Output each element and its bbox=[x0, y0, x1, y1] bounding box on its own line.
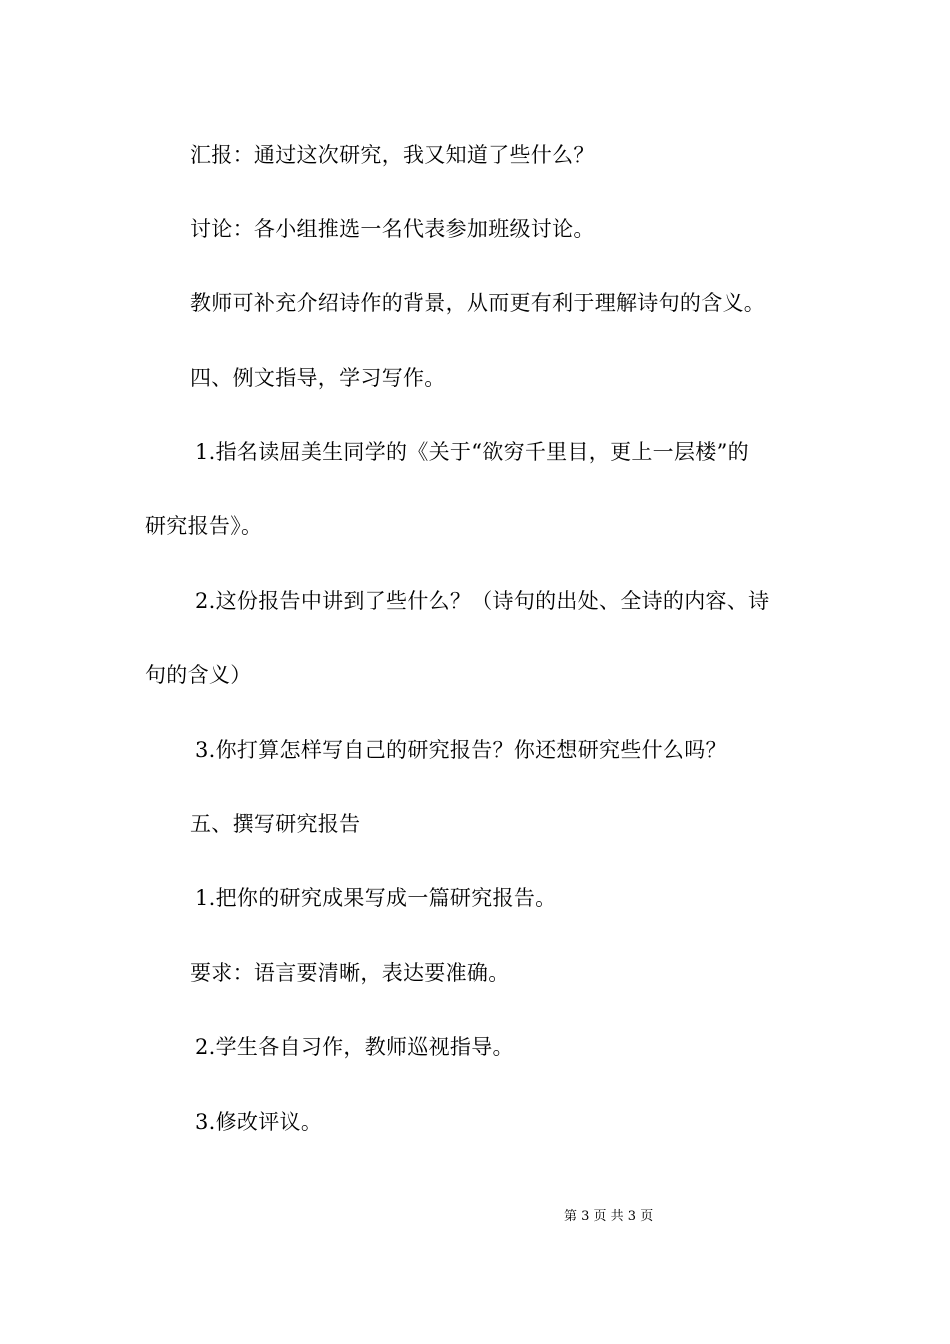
section-heading-five: 五、撰写研究报告 bbox=[190, 812, 361, 836]
paragraph-requirements: 要求：语言要清晰，表达要准确。 bbox=[190, 961, 510, 985]
list-item-writing-3: 3.修改评议。 bbox=[195, 1110, 323, 1134]
list-item-writing-1: 1.把你的研究成果写成一篇研究报告。 bbox=[195, 886, 557, 910]
paragraph-teacher-note: 教师可补充介绍诗作的背景，从而更有利于理解诗句的含义。 bbox=[190, 291, 766, 315]
list-item-1-line1: 1.指名读屈美生同学的《关于“欲穷千里目，更上一层楼”的 bbox=[195, 440, 749, 464]
list-item-3: 3.你打算怎样写自己的研究报告？你还想研究些什么吗？ bbox=[195, 738, 727, 762]
list-item-writing-2: 2.学生各自习作，教师巡视指导。 bbox=[195, 1035, 514, 1059]
section-heading-four: 四、例文指导，学习写作。 bbox=[190, 366, 446, 390]
paragraph-discussion: 讨论：各小组推选一名代表参加班级讨论。 bbox=[190, 217, 595, 241]
list-item-1-line2: 研究报告》。 bbox=[145, 514, 263, 538]
list-item-2-line1: 2.这份报告中讲到了些什么？（诗句的出处、全诗的内容、诗 bbox=[195, 589, 770, 613]
list-item-2-line2: 句的含义） bbox=[145, 663, 252, 687]
paragraph-report: 汇报：通过这次研究，我又知道了些什么？ bbox=[190, 143, 595, 167]
page-number-footer: 第 3 页 共 3 页 bbox=[564, 1209, 654, 1224]
